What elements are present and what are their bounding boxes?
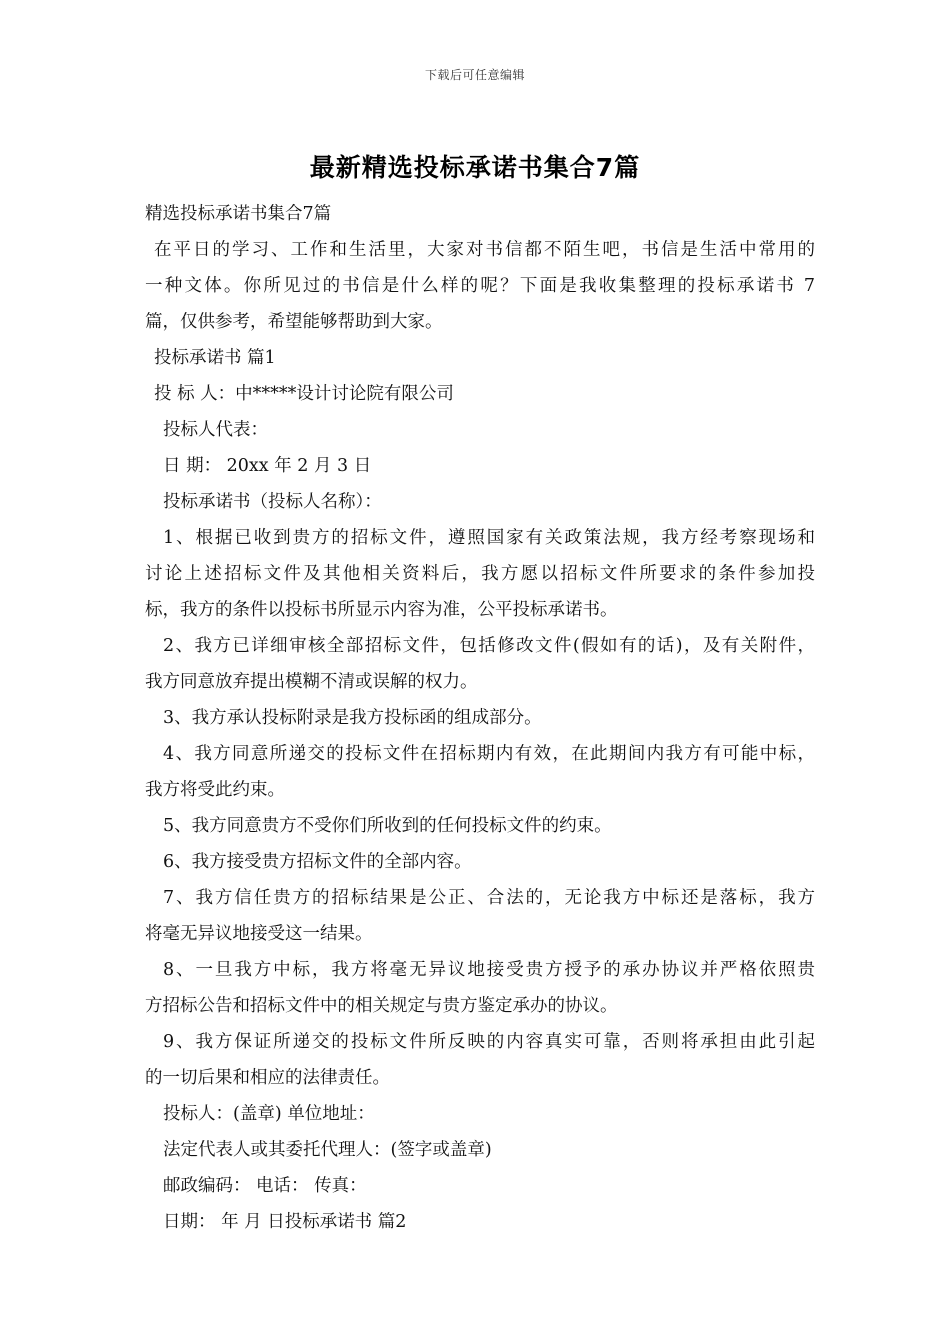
body-line: 9、我方保证所递交的投标文件所反映的内容真实可靠，否则将承担由此引起 — [163, 1032, 815, 1052]
body-line: 标，我方的条件以投标书所显示内容为准，公平投标承诺书。 — [145, 600, 618, 620]
body-line: 投标承诺书（投标人名称）： — [163, 492, 382, 512]
body-line: 篇，仅供参考，希望能够帮助到大家。 — [145, 312, 443, 332]
body-line: 在平日的学习、工作和生活里，大家对书信都不陌生吧，书信是生活中常用的 — [154, 240, 815, 260]
body-line: 的一切后果和相应的法律责任。 — [145, 1068, 390, 1088]
header-note: 下载后可任意编辑 — [424, 68, 525, 82]
body-line: 一种文体。你所见过的书信是什么样的呢？下面是我收集整理的投标承诺书 7 — [145, 276, 815, 296]
body-line: 方招标公告和招标文件中的相关规定与贵方鉴定承办的协议。 — [145, 996, 618, 1016]
body-line: 投标承诺书 篇1 — [154, 348, 276, 368]
body-line: 投 标 人：中*****设计讨论院有限公司 — [154, 384, 454, 404]
body-line: 我方同意放弃提出模糊不清或误解的权力。 — [145, 672, 478, 692]
body-line: 将毫无异议地接受这一结果。 — [145, 924, 373, 944]
body-line: 法定代表人或其委托代理人：(签字或盖章) — [163, 1140, 492, 1160]
body-line: 投标人：(盖章) 单位地址： — [163, 1104, 375, 1124]
body-line: 7、我方信任贵方的招标结果是公正、合法的，无论我方中标还是落标，我方 — [163, 888, 815, 908]
body-line: 邮政编码： 电话： 传真： — [163, 1176, 367, 1196]
body-line: 我方将受此约束。 — [145, 780, 285, 800]
body-line: 3、我方承认投标附录是我方投标函的组成部分。 — [163, 708, 542, 728]
body-line: 1、根据已收到贵方的招标文件，遵照国家有关政策法规，我方经考察现场和 — [163, 528, 815, 548]
body-line: 日期： 年 月 日投标承诺书 篇2 — [163, 1212, 407, 1232]
body-line: 2、我方已详细审核全部招标文件，包括修改文件(假如有的话)，及有关附件， — [163, 636, 815, 656]
document-body — [145, 196, 815, 1240]
body-line: 讨论上述招标文件及其他相关资料后，我方愿以招标文件所要求的条件参加投 — [145, 564, 815, 584]
body-line: 日 期： 20xx 年 2 月 3 日 — [163, 456, 372, 476]
body-line: 4、我方同意所递交的投标文件在招标期内有效，在此期间内我方有可能中标， — [163, 744, 815, 764]
body-line: 6、我方接受贵方招标文件的全部内容。 — [163, 852, 472, 872]
document-title: 最新精选投标承诺书集合7篇 — [309, 153, 641, 182]
body-line: 8、一旦我方中标，我方将毫无异议地接受贵方授予的承办协议并严格依照贵 — [163, 960, 815, 980]
body-line: 5、我方同意贵方不受你们所收到的任何投标文件的约束。 — [163, 816, 612, 836]
body-line: 精选投标承诺书集合7篇 — [145, 204, 332, 224]
body-line: 投标人代表： — [163, 420, 268, 440]
